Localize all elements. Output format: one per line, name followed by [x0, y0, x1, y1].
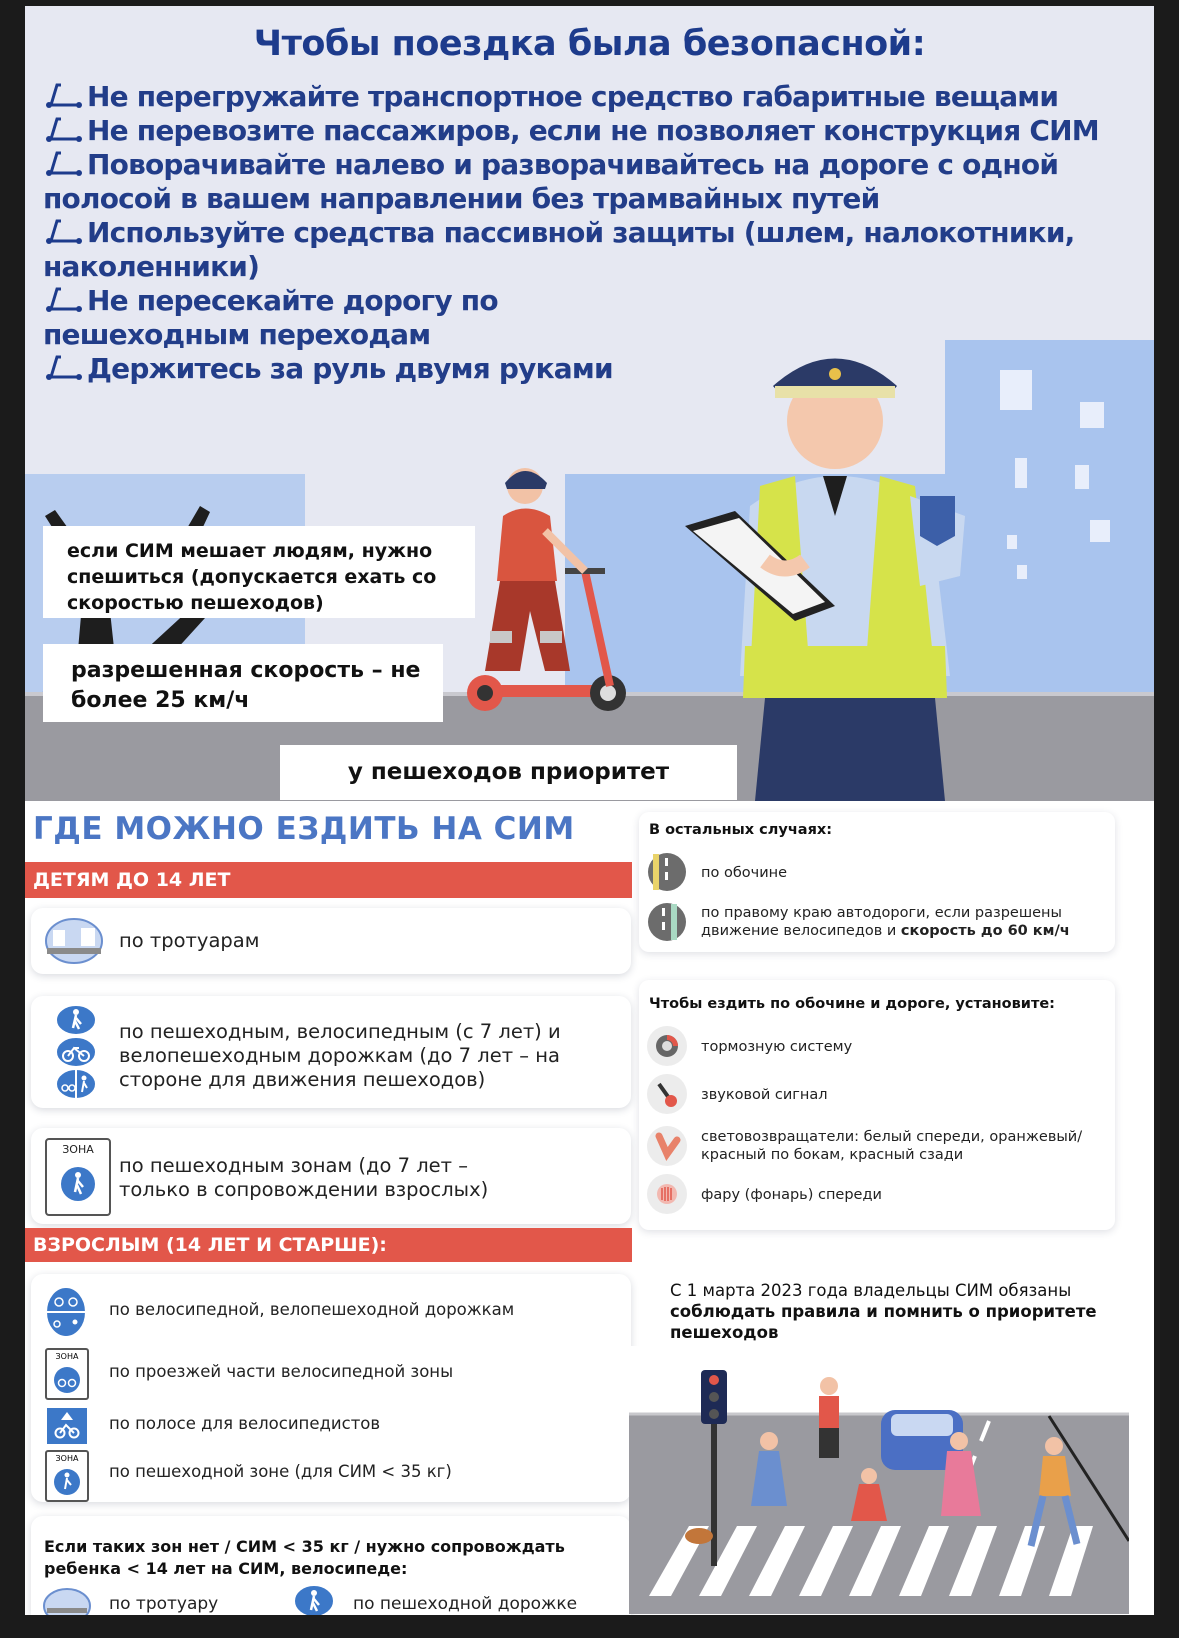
other-cases-card: [639, 812, 1115, 952]
pedestrian-zone-sign-icon: [45, 1138, 111, 1216]
scooter-bullet-icon: [43, 353, 87, 381]
scooter-bullet-icon: [43, 217, 87, 245]
building-window: [1015, 458, 1027, 488]
zone-sign-label: ЗОНА: [62, 1143, 94, 1156]
pedestrian-sign-icon: [293, 1584, 335, 1615]
safety-rules-section: [25, 6, 1154, 801]
sidewalk-icon: [43, 1588, 91, 1615]
sidewalk-icon: [45, 918, 103, 964]
crosswalk-scene: [629, 1346, 1129, 1614]
headlight-icon: [647, 1174, 687, 1214]
building-window: [1075, 465, 1089, 489]
notice-plain: С 1 марта 2023 года владельцы СИМ обязаны: [670, 1281, 1072, 1300]
safety-rules-list: [43, 80, 1143, 386]
building-window: [1090, 520, 1110, 542]
zone-sign-label: ЗОНА: [55, 1454, 79, 1463]
other-cases-heading: В остальных случаях:: [649, 822, 833, 838]
bike-zone-sign-icon: [45, 1348, 89, 1400]
equipment-heading: Чтобы ездить по обочине и дороге, установите:: [649, 996, 1055, 1012]
road-edge-speed: скорость до 60 км/ч: [900, 923, 1070, 939]
equipment-horn: звуковой сигнал: [701, 1087, 828, 1103]
rule-item: [43, 114, 1143, 148]
reflector-icon: [647, 1126, 687, 1166]
rule-item: [43, 216, 1143, 284]
bicycle-icon: [53, 1366, 81, 1394]
adults-options-card: [31, 1274, 631, 1502]
rule-text: Не пересекайте дорогу по пешеходным переходам: [43, 284, 498, 351]
scooter-bullet-icon: [43, 149, 87, 177]
building-window: [1017, 565, 1027, 579]
kids-paths-card: [31, 996, 631, 1108]
adults-band: ВЗРОСЛЫМ (14 ЛЕТ И СТАРШЕ):: [25, 1228, 632, 1262]
traffic-officer-illustration: [675, 346, 995, 801]
kids-zones-text: по пешеходным зонам (до 7 лет – только в сопровождении взрослых): [119, 1154, 489, 1201]
equipment-brakes: тормозную систему: [701, 1039, 853, 1055]
other-case-shoulder: по обочине: [701, 865, 788, 881]
fallback-card: [31, 1516, 631, 1615]
pedestrian-priority-callout: у пешеходов приоритет: [280, 745, 737, 800]
kids-sidewalk-text: по тротуарам: [119, 929, 260, 952]
rule-text: Не перегружайте транспортное средство габаритные вещами: [87, 80, 1059, 113]
page-title: Чтобы поездка была безопасной:: [253, 24, 926, 64]
scooter-bullet-icon: [43, 115, 87, 143]
fallback-option-path: по пешеходной дорожке: [353, 1594, 578, 1614]
horn-icon: [647, 1074, 687, 1114]
scooter-rider-illustration: [445, 461, 645, 711]
adults-bike-lane-text: по полосе для велосипедистов: [109, 1414, 381, 1433]
fallback-heading: Если таких зон нет / СИМ < 35 кг / нужно сопровождать ребенка < 14 лет на СИМ, велосипеде:: [44, 1537, 565, 1578]
kids-sidewalk-card: [31, 908, 631, 974]
adults-bike-path-text: по велосипедной, велопешеходной дорожкам: [109, 1300, 515, 1319]
kids-paths-text: по пешеходным, велосипедным (с 7 лет) и велопешеходным дорожкам (до 7 лет – на стороне для движения пешеходов): [119, 1020, 561, 1091]
brake-icon: [647, 1026, 687, 1066]
scooter-bullet-icon: [43, 81, 87, 109]
pedestrian-icon: [53, 1468, 81, 1496]
equipment-card: [639, 980, 1115, 1230]
dismount-callout: если СИМ мешает людям, нужно спешиться (допускается ехать со скоростью пешеходов): [43, 526, 475, 618]
rule-text: Поворачивайте налево и разворачивайтесь на дороге с одной полосой в вашем направлении без трамвайных путей: [43, 148, 1059, 215]
bicycle-sign-icon: [55, 1036, 97, 1068]
kids-zones-card: [31, 1128, 631, 1224]
bike-pedestrian-sign-icon: [55, 1068, 97, 1100]
rule-item: [43, 80, 1143, 114]
rule-text: Не перевозите пассажиров, если не позволяет конструкция СИМ: [87, 114, 1099, 147]
equipment-headlight: фару (фонарь) спереди: [701, 1187, 882, 1203]
infographic-sheet: [25, 6, 1154, 1615]
regulation-notice: [670, 1280, 1110, 1343]
road-edge-text: по правому краю автодороги, если разрешены движение велосипедов и: [701, 905, 1062, 939]
pedestrian-icon: [60, 1166, 96, 1202]
zone-sign-label: ЗОНА: [55, 1352, 79, 1361]
bike-lane-sign-icon: [47, 1408, 87, 1444]
equipment-reflectors: световозвращатели: белый спереди, оранжевый/красный по бокам, красный сзади: [701, 1129, 1083, 1163]
pedestrian-sign-icon: [55, 1004, 97, 1036]
rule-text: Держитесь за руль двумя руками: [87, 352, 613, 385]
speed-limit-callout: разрешенная скорость – не более 25 км/ч: [43, 644, 443, 722]
kids-band: ДЕТЯМ ДО 14 ЛЕТ: [25, 862, 632, 898]
rule-item: [43, 148, 1143, 216]
where-to-ride-title: ГДЕ МОЖНО ЕЗДИТЬ НА СИМ: [33, 811, 575, 847]
road-shoulder-icon: [647, 852, 687, 892]
fallback-option-sidewalk: по тротуару: [109, 1594, 219, 1614]
scooter-bullet-icon: [43, 285, 87, 313]
adults-bike-zone-text: по проезжей части велосипедной зоны: [109, 1362, 454, 1381]
rule-text: Используйте средства пассивной защиты (шлем, налокотники, наколенники): [43, 216, 1075, 283]
crosswalk-illustration: [629, 1346, 1129, 1614]
other-case-road-edge: [701, 904, 1101, 940]
rule-item: [43, 352, 1143, 386]
building-window: [1080, 402, 1104, 428]
bike-path-sign-icon: [45, 1286, 87, 1338]
pedestrian-zone-sign-icon: [45, 1450, 89, 1502]
rule-item: [43, 284, 563, 352]
notice-bold: соблюдать правила и помнить о приоритете пешеходов: [670, 1302, 1097, 1342]
road-edge-icon: [647, 902, 687, 942]
adults-ped-zone-text: по пешеходной зоне (для СИМ < 35 кг): [109, 1462, 452, 1481]
building-window: [1007, 535, 1017, 549]
